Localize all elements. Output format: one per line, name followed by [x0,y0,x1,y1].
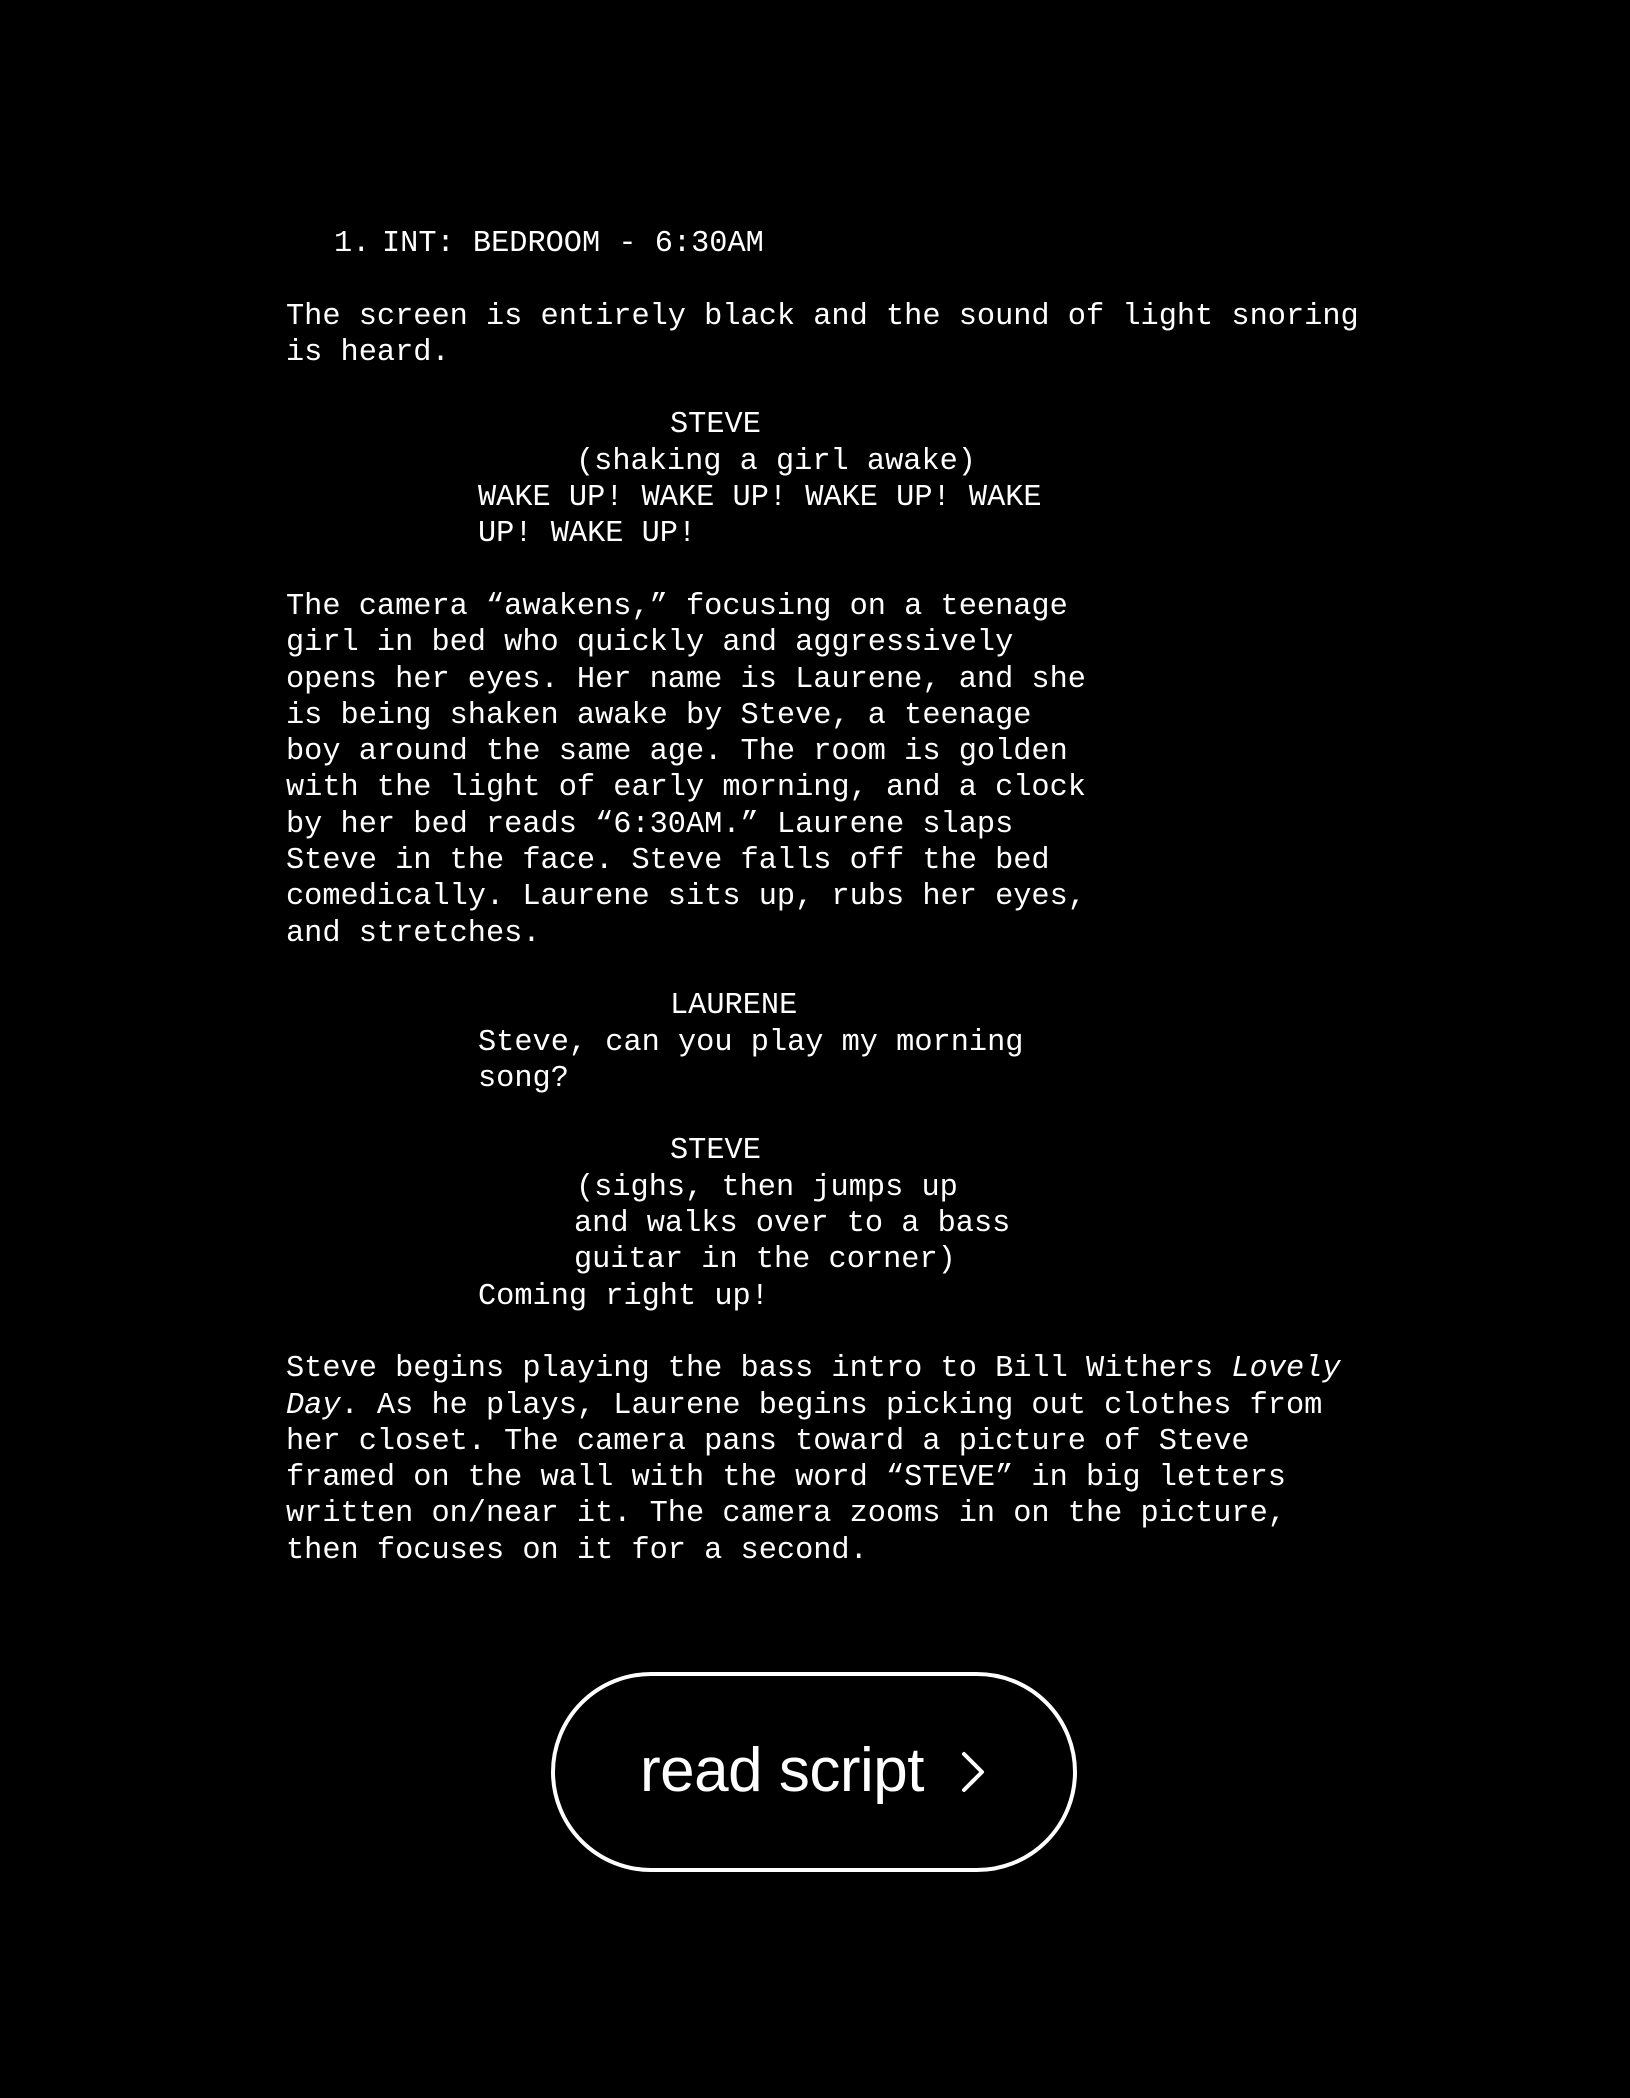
action-line: girl in bed who quickly and aggressively [286,626,1014,661]
parenthetical: and walks over to a bass [574,1207,1011,1242]
action-text: . As he plays, Laurene begins picking out clothes from [340,1388,1323,1423]
dialogue-block-laurene [286,988,1446,1097]
read-script-button[interactable] [551,1672,1077,1872]
action-line: Steve in the face. Steve falls off the bed [286,844,1050,879]
action-line: with the light of early morning, and a clock [286,771,1086,806]
action-line: is being shaken awake by Steve, a teenage [286,698,1032,733]
action-line: is heard. [286,335,450,370]
character-name: STEVE [670,408,761,443]
action-line: written on/near it. The camera zooms in on the picture, [286,1497,1286,1532]
dialogue-block-steve-2 [286,1133,1446,1314]
dialogue-block-steve-1 [286,407,1446,552]
action-line: The camera “awakens,” focusing on a teenage [286,589,1068,624]
parenthetical: guitar in the corner) [574,1243,956,1278]
song-title: Day [286,1388,341,1423]
character-name: LAURENE [670,989,798,1024]
action-line: opens her eyes. Her name is Laurene, and she [286,662,1086,697]
action-block-2 [286,589,1446,952]
dialogue-line: UP! WAKE UP! [478,517,697,552]
action-line: The screen is entirely black and the sound of light snoring [286,299,1359,334]
action-line: then focuses on it for a second. [286,1533,868,1568]
action-line: her closet. The camera pans toward a picture of Steve [286,1424,1250,1459]
action-line [286,1388,1446,1424]
action-line: by her bed reads “6:30AM.” Laurene slaps [286,807,1014,842]
scene-heading-text: INT: BEDROOM - 6:30AM [382,227,764,261]
parenthetical: (sighs, then jumps up [576,1170,958,1205]
action-line: framed on the wall with the word “STEVE” in big letters [286,1461,1286,1496]
action-line [286,1351,1446,1387]
parenthetical: (shaking a girl awake) [576,444,976,479]
action-block-1 [286,299,1446,372]
song-title: Lovely [1231,1352,1341,1387]
dialogue-line: Coming right up! [478,1279,769,1314]
dialogue-line: WAKE UP! WAKE UP! WAKE UP! WAKE [478,481,1042,516]
action-line: and stretches. [286,916,541,951]
script-page [286,226,1446,1569]
action-line: comedically. Laurene sits up, rubs her eyes, [286,880,1086,915]
character-name: STEVE [670,1134,761,1169]
read-script-label: read script [640,1735,924,1805]
chevron-right-icon [958,1750,988,1794]
scene-heading [286,226,1446,262]
action-block-3 [286,1351,1446,1569]
dialogue-line: song? [478,1061,569,1096]
scene-number: 1. [334,227,371,261]
dialogue-line: Steve, can you play my morning [478,1025,1024,1060]
action-text: Steve begins playing the bass intro to Bill Withers [286,1352,1232,1387]
action-line: boy around the same age. The room is golden [286,735,1068,770]
